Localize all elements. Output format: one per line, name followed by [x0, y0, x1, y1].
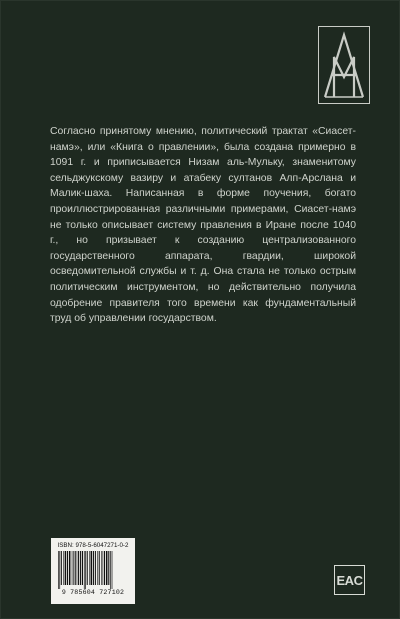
barcode-label — [51, 538, 135, 604]
eac-certification-mark: EAC — [334, 565, 365, 595]
book-description: Согласно принятому мнению, политический трактат «Сиасет-намэ», или «Книга о правлении», была создана примерно в 1091 г. и приписывается Низам аль-Мульку, знаменитому сельджукскому вазиру и атабеку султанов Алп-Арслана и Малик-шаха. Написанная в форме поучения, богато проиллюстрированная различными примерами, Сиасет-намэ не только описывает систему правления в Иране после 1040 г., но призывает к созданию централизованного государственного аппарата, гвардии, широкой осведомительной службы и т. д. Она стала не только острым политическим инструментом, но действительно получила одобрение правителя того времени как фундаментальный труд об управлении государством. — [50, 126, 356, 325]
publisher-logo — [318, 26, 370, 104]
publisher-monogram-icon — [319, 27, 369, 103]
ean-barcode — [56, 551, 130, 589]
ean-number: 9 785604 727102 — [61, 589, 125, 596]
isbn-text: ISBN: 978-5-6047271-0-2 — [57, 542, 129, 549]
